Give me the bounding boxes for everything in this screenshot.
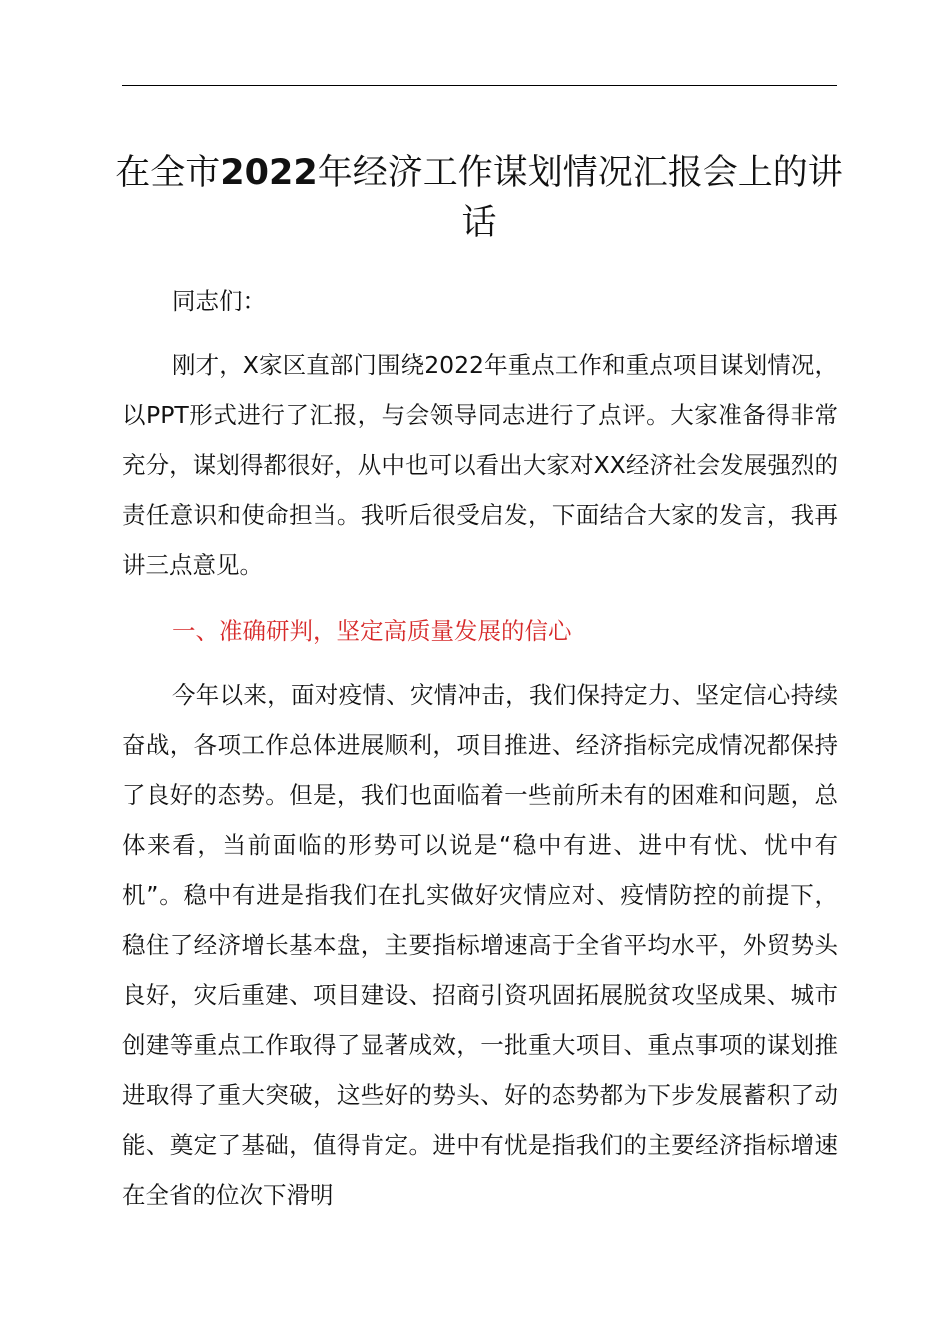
paragraph-section-1: 今年以来，面对疫情、灾情冲击，我们保持定力、坚定信心持续奋战，各项工作总体进展顺利，项目推进、经济指标完成情况都保持了良好的态势。但是，我们也面临着一些前所未有的困难和问题，总体来看，当前面临的形势可以说是“稳中有进、进中有忧、忧中有机”。稳中有进是指我们在扎实做好灾情应对、疫情防控的前提下，稳住了经济增长基本盘，主要指标增速高于全省平均水平，外贸势头良好，灾后重建、项目建设、招商引资巩固拓展脱贫攻坚成果、城市创建等重点工作取得了显著成效，一批重大项目、重点事项的谋划推进取得了重大突破，这些好的势头、好的态势都为下步发展蓄积了动能、奠定了基础，值得肯定。进中有忧是指我们的主要经济指标增速在全省的位次下滑明 (122, 681, 838, 1209)
document-title (100, 148, 858, 248)
section-heading-1: 一、准确研判，坚定高质量发展的信心 (172, 617, 572, 645)
salutation: 同志们： (172, 287, 266, 315)
title-prefix: 在全市 (115, 153, 221, 193)
title-suffix: 年经济工作谋划情况汇报会上的讲话 (317, 153, 843, 243)
header-rule (122, 85, 837, 86)
title-year: 2022 (220, 153, 318, 193)
paragraph-opening: 刚才，X家区直部门围绕2022年重点工作和重点项目谋划情况，以PPT形式进行了汇报，与会领导同志进行了点评。大家准备得非常充分，谋划得都很好，从中也可以看出大家对XX经济社会发展强烈的责任意识和使命担当。我听后很受启发，下面结合大家的发言，我再讲三点意见。 (122, 351, 838, 579)
